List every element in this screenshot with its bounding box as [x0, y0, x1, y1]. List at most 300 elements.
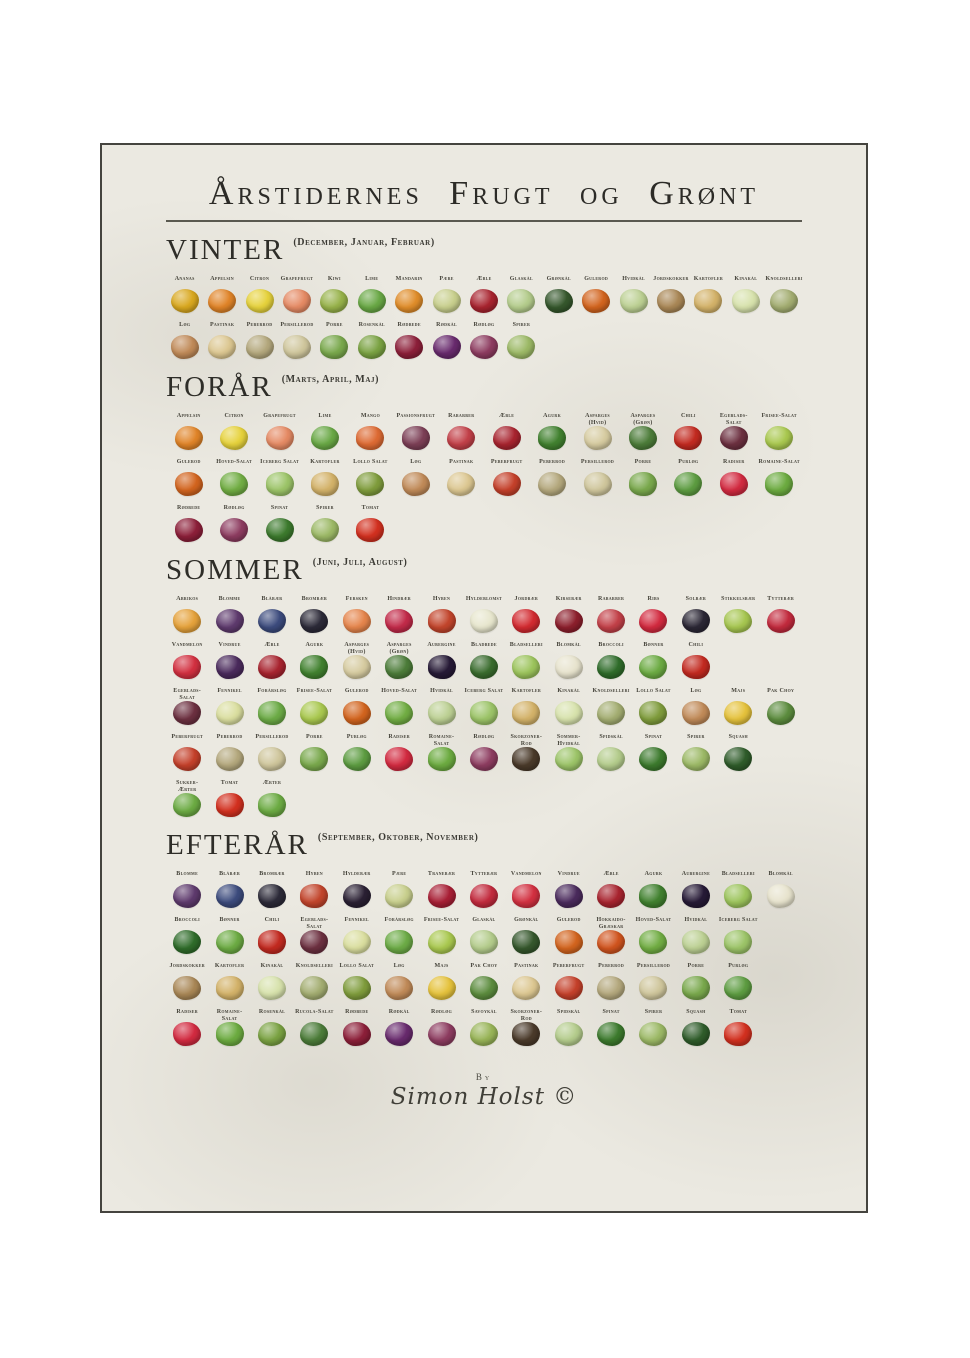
produce-illustration-icon — [512, 884, 540, 908]
produce-illustration-icon — [216, 930, 244, 954]
produce-label: Lollo Salat — [636, 688, 671, 694]
produce-label: Chili — [688, 642, 704, 648]
produce-illustration-icon — [512, 701, 540, 725]
produce-illustration-icon — [555, 884, 583, 908]
produce-illustration-icon — [639, 701, 667, 725]
produce-illustration-icon — [402, 426, 430, 450]
season-months: (September, Oktober, November) — [317, 832, 479, 843]
produce-item — [378, 596, 420, 633]
produce-label: Frisee-Salat — [761, 413, 797, 419]
produce-label: Asparges (Hvid) — [585, 413, 610, 426]
produce-illustration-icon — [639, 655, 667, 679]
produce-illustration-icon — [385, 701, 413, 725]
produce-item — [166, 642, 208, 679]
produce-label: Kirsebær — [555, 596, 582, 602]
produce-illustration-icon — [258, 930, 286, 954]
produce-illustration-icon — [597, 609, 625, 633]
produce-label: Rucola-Salat — [295, 1009, 334, 1015]
produce-item — [505, 596, 547, 633]
produce-item — [251, 963, 293, 1000]
produce-illustration-icon — [428, 1022, 456, 1046]
produce-label: Kartofler — [511, 688, 542, 694]
season-months: (Juni, Juli, August) — [312, 557, 408, 568]
produce-label: Asparges (Grøn) — [630, 413, 656, 426]
produce-illustration-icon — [493, 426, 521, 450]
produce-illustration-icon — [208, 289, 236, 313]
produce-item — [166, 322, 203, 359]
produce-label: Agurk — [543, 413, 561, 419]
produce-item — [420, 596, 462, 633]
produce-item — [717, 596, 759, 633]
season-heading — [166, 234, 802, 267]
produce-label: Porre — [325, 322, 343, 328]
produce-item — [632, 917, 674, 954]
produce-label: Grapefrugt — [263, 413, 296, 419]
produce-label: Rødløg — [431, 1009, 453, 1015]
produce-label: Squash — [728, 734, 748, 740]
produce-label: Lime — [318, 413, 332, 419]
produce-label: Porre — [634, 459, 652, 465]
produce-label: Sommer-Hvidkål — [556, 734, 581, 747]
produce-label: Knoldselleri — [295, 963, 333, 969]
produce-label: Lollo Salat — [353, 459, 388, 465]
produce-label: Persillerod — [280, 322, 314, 328]
produce-label: Blomkål — [768, 871, 793, 877]
produce-label: Persillerod — [636, 963, 671, 969]
produce-label: Pak Choy — [767, 688, 795, 694]
produce-illustration-icon — [470, 747, 498, 771]
produce-illustration-icon — [283, 289, 311, 313]
produce-label: Asparges (Hvid) — [344, 642, 370, 655]
credit — [166, 1072, 802, 1110]
produce-item — [203, 276, 240, 313]
season-heading — [166, 554, 802, 587]
produce-illustration-icon — [220, 472, 248, 496]
produce-illustration-icon — [266, 518, 294, 542]
produce-illustration-icon — [639, 609, 667, 633]
produce-label: Ananas — [174, 276, 195, 282]
produce-label: Spirer — [316, 505, 334, 511]
produce-illustration-icon — [395, 335, 423, 359]
produce-label: Romaine-Salat — [428, 734, 455, 747]
produce-illustration-icon — [356, 518, 384, 542]
produce-label: Løg — [179, 322, 191, 328]
produce-illustration-icon — [258, 747, 286, 771]
produce-label: Kartofler — [214, 963, 245, 969]
produce-label: Jordbær — [514, 596, 539, 602]
produce-item — [336, 917, 378, 954]
produce-illustration-icon — [395, 289, 423, 313]
produce-illustration-icon — [428, 930, 456, 954]
produce-item — [211, 505, 256, 542]
produce-item — [166, 459, 211, 496]
produce-item — [208, 734, 250, 771]
produce-item — [208, 963, 250, 1000]
produce-illustration-icon — [320, 335, 348, 359]
produce-item — [717, 1009, 759, 1046]
produce-illustration-icon — [216, 976, 244, 1000]
produce-item — [759, 688, 801, 725]
produce-item — [353, 276, 390, 313]
produce-label: Tomat — [220, 780, 239, 786]
produce-label: Forårsløg — [384, 917, 414, 923]
produce-illustration-icon — [385, 747, 413, 771]
poster — [102, 145, 866, 1128]
produce-label: Majs — [731, 688, 746, 694]
produce-illustration-icon — [507, 335, 535, 359]
produce-row — [166, 642, 802, 679]
produce-label: Vandmelon — [171, 642, 203, 648]
produce-item — [632, 963, 674, 1000]
produce-label: Ribs — [647, 596, 660, 602]
produce-label: Bladbede — [471, 642, 497, 648]
produce-item — [675, 688, 717, 725]
produce-label: Peberfrugt — [171, 734, 203, 740]
season-rows — [166, 596, 802, 817]
produce-item — [378, 642, 420, 679]
produce-item — [420, 963, 462, 1000]
produce-item — [652, 276, 689, 313]
produce-illustration-icon — [767, 609, 795, 633]
produce-item — [420, 871, 462, 908]
produce-label: Vandmelon — [510, 871, 542, 877]
produce-item — [336, 963, 378, 1000]
produce-item — [278, 276, 315, 313]
produce-item — [620, 459, 665, 496]
produce-item — [302, 413, 347, 450]
produce-label: Frisee-Salat — [423, 917, 460, 923]
season-rows — [166, 413, 802, 542]
produce-item — [208, 642, 250, 679]
produce-illustration-icon — [584, 472, 612, 496]
produce-label: Pære — [439, 276, 454, 282]
produce-label: Pastinak — [209, 322, 235, 328]
produce-label: Bønner — [643, 642, 664, 648]
produce-illustration-icon — [639, 1022, 667, 1046]
produce-label: Tomat — [729, 1009, 748, 1015]
season-rows — [166, 871, 802, 1046]
produce-label: Grapefrugt — [280, 276, 314, 282]
produce-label: Mango — [360, 413, 380, 419]
produce-illustration-icon — [555, 976, 583, 1000]
produce-item — [420, 917, 462, 954]
produce-illustration-icon — [507, 289, 535, 313]
produce-item — [548, 688, 590, 725]
produce-item — [278, 322, 315, 359]
produce-item — [503, 322, 540, 359]
produce-label: Appelsin — [210, 276, 234, 282]
produce-illustration-icon — [639, 930, 667, 954]
produce-label: Peberrod — [246, 322, 273, 328]
produce-label: Tranebær — [427, 871, 456, 877]
produce-item — [166, 596, 208, 633]
produce-item — [759, 596, 801, 633]
produce-item — [378, 1009, 420, 1046]
produce-label: Hoved-Salat — [635, 917, 672, 923]
produce-illustration-icon — [470, 609, 498, 633]
produce-illustration-icon — [216, 793, 244, 817]
produce-label: Abrikos — [176, 596, 199, 602]
produce-item — [756, 413, 801, 450]
produce-item — [336, 871, 378, 908]
produce-illustration-icon — [300, 655, 328, 679]
produce-item — [257, 459, 302, 496]
produce-item — [505, 917, 547, 954]
produce-item — [675, 917, 717, 954]
produce-label: Hoved-Salat — [216, 459, 252, 465]
produce-item — [251, 1009, 293, 1046]
produce-label: Kinakål — [557, 688, 581, 694]
produce-label: Hyben — [432, 596, 451, 602]
produce-item — [463, 688, 505, 725]
produce-item — [420, 688, 462, 725]
produce-illustration-icon — [584, 426, 612, 450]
produce-illustration-icon — [674, 472, 702, 496]
produce-item — [166, 917, 208, 954]
produce-item — [203, 322, 240, 359]
produce-label: Iceberg Salat — [718, 917, 758, 923]
season-name: VINTER — [166, 234, 285, 266]
produce-label: Purløg — [346, 734, 367, 740]
produce-item — [590, 1009, 632, 1046]
produce-label: Rødkål — [436, 322, 457, 328]
produce-item — [632, 596, 674, 633]
produce-label: Spidskål — [599, 734, 623, 740]
produce-label: Rødbede — [345, 1009, 369, 1015]
produce-item — [548, 917, 590, 954]
produce-label: Bønner — [219, 917, 240, 923]
credit-by-label: By — [475, 1072, 493, 1082]
produce-illustration-icon — [682, 884, 710, 908]
produce-item — [420, 734, 462, 771]
produce-item — [666, 459, 711, 496]
produce-illustration-icon — [358, 289, 386, 313]
produce-illustration-icon — [470, 655, 498, 679]
season-section — [166, 554, 802, 817]
produce-item — [666, 413, 711, 450]
produce-label: Lollo Salat — [339, 963, 375, 969]
produce-item — [378, 734, 420, 771]
produce-item — [348, 505, 393, 542]
produce-item — [484, 459, 529, 496]
produce-label: Pastinak — [514, 963, 539, 969]
produce-label: Egeblads-Salat — [173, 688, 202, 701]
produce-illustration-icon — [512, 1022, 540, 1046]
produce-item — [166, 963, 208, 1000]
produce-illustration-icon — [597, 747, 625, 771]
produce-illustration-icon — [720, 472, 748, 496]
produce-item — [759, 871, 801, 908]
produce-label: Peberfrugt — [552, 963, 585, 969]
produce-illustration-icon — [682, 655, 710, 679]
produce-illustration-icon — [216, 884, 244, 908]
produce-item — [717, 917, 759, 954]
produce-label: Solbær — [685, 596, 707, 602]
produce-illustration-icon — [682, 930, 710, 954]
produce-item — [208, 596, 250, 633]
produce-label: Skorzoner-Rod — [510, 734, 543, 747]
produce-label: Løg — [393, 963, 405, 969]
produce-item — [463, 642, 505, 679]
produce-item — [765, 276, 804, 313]
produce-illustration-icon — [555, 1022, 583, 1046]
produce-illustration-icon — [300, 884, 328, 908]
produce-illustration-icon — [266, 472, 294, 496]
produce-item — [251, 780, 293, 817]
produce-item — [302, 505, 347, 542]
produce-illustration-icon — [732, 289, 760, 313]
produce-label: Forårsløg — [257, 688, 287, 694]
produce-item — [575, 413, 620, 450]
produce-label: Grønkål — [546, 276, 571, 282]
produce-illustration-icon — [300, 701, 328, 725]
produce-item — [439, 459, 484, 496]
produce-illustration-icon — [343, 884, 371, 908]
produce-illustration-icon — [220, 426, 248, 450]
produce-illustration-icon — [682, 701, 710, 725]
produce-label: Hokkaido-Græskar — [596, 917, 626, 930]
produce-illustration-icon — [175, 426, 203, 450]
produce-label: Gulerod — [344, 688, 369, 694]
produce-label: Pære — [391, 871, 407, 877]
produce-illustration-icon — [300, 747, 328, 771]
produce-label: Chili — [264, 917, 280, 923]
produce-illustration-icon — [538, 426, 566, 450]
produce-label: Romaine-Salat — [216, 1009, 243, 1022]
produce-label: Bladselleri — [509, 642, 543, 648]
produce-illustration-icon — [597, 701, 625, 725]
produce-label: Savoykål — [471, 1009, 497, 1015]
produce-illustration-icon — [433, 289, 461, 313]
produce-label: Agurk — [644, 871, 663, 877]
produce-row — [166, 276, 802, 313]
produce-label: Hvidkål — [430, 688, 453, 694]
produce-label: Tyttebær — [767, 596, 795, 602]
produce-item — [505, 642, 547, 679]
produce-label: Vindrue — [218, 642, 241, 648]
produce-illustration-icon — [343, 1022, 371, 1046]
produce-item — [465, 276, 502, 313]
produce-item — [336, 734, 378, 771]
produce-label: Rabarber — [597, 596, 625, 602]
produce-label: Peberrod — [539, 459, 566, 465]
produce-label: Blomme — [176, 871, 199, 877]
produce-illustration-icon — [216, 655, 244, 679]
produce-illustration-icon — [538, 472, 566, 496]
produce-illustration-icon — [258, 884, 286, 908]
produce-item — [577, 276, 614, 313]
produce-illustration-icon — [171, 335, 199, 359]
produce-row — [166, 596, 802, 633]
produce-label: Citron — [224, 413, 244, 419]
produce-label: Grønkål — [514, 917, 539, 923]
produce-item — [420, 1009, 462, 1046]
produce-label: Pak Choy — [470, 963, 498, 969]
produce-illustration-icon — [311, 472, 339, 496]
produce-illustration-icon — [173, 655, 201, 679]
poster-frame — [100, 143, 868, 1213]
produce-item — [251, 734, 293, 771]
season-heading — [166, 371, 802, 404]
produce-label: Chili — [680, 413, 696, 419]
produce-item — [717, 734, 759, 771]
produce-illustration-icon — [447, 426, 475, 450]
produce-row — [166, 1009, 802, 1046]
produce-label: Peberrod — [598, 963, 625, 969]
produce-illustration-icon — [258, 793, 286, 817]
produce-item — [166, 505, 211, 542]
produce-illustration-icon — [343, 930, 371, 954]
produce-item — [590, 917, 632, 954]
produce-illustration-icon — [555, 930, 583, 954]
produce-item — [548, 596, 590, 633]
produce-item — [378, 917, 420, 954]
produce-illustration-icon — [724, 884, 752, 908]
produce-illustration-icon — [171, 289, 199, 313]
produce-illustration-icon — [385, 930, 413, 954]
produce-illustration-icon — [765, 472, 793, 496]
produce-illustration-icon — [402, 472, 430, 496]
produce-item — [711, 459, 756, 496]
produce-illustration-icon — [639, 747, 667, 771]
produce-item — [675, 596, 717, 633]
produce-illustration-icon — [173, 976, 201, 1000]
produce-item — [251, 871, 293, 908]
produce-illustration-icon — [385, 655, 413, 679]
produce-item — [505, 963, 547, 1000]
produce-label: Æble — [499, 413, 515, 419]
produce-item — [211, 459, 256, 496]
produce-illustration-icon — [173, 884, 201, 908]
produce-label: Skorzoner-Rod — [510, 1009, 543, 1022]
produce-illustration-icon — [175, 472, 203, 496]
produce-illustration-icon — [208, 335, 236, 359]
produce-item — [548, 963, 590, 1000]
produce-item — [378, 688, 420, 725]
produce-item — [393, 413, 438, 450]
produce-label: Aubergine — [681, 871, 711, 877]
produce-label: Spirer — [512, 322, 531, 328]
produce-label: Lime — [365, 276, 379, 282]
produce-illustration-icon — [385, 976, 413, 1000]
produce-item — [348, 413, 393, 450]
produce-item — [251, 917, 293, 954]
produce-item — [166, 688, 208, 725]
produce-label: Spinat — [270, 505, 289, 511]
produce-label: Peberrod — [216, 734, 243, 740]
produce-label: Spinat — [644, 734, 663, 740]
produce-illustration-icon — [385, 884, 413, 908]
produce-label: Aubergine — [427, 642, 456, 648]
produce-item — [390, 276, 427, 313]
produce-label: Gulerod — [556, 917, 581, 923]
produce-label: Persillerod — [255, 734, 289, 740]
produce-label: Kinakål — [734, 276, 758, 282]
produce-item — [251, 596, 293, 633]
produce-item — [336, 596, 378, 633]
produce-label: Brombær — [301, 596, 328, 602]
produce-illustration-icon — [493, 472, 521, 496]
produce-label: Fennikel — [344, 917, 370, 923]
produce-label: Gulerod — [584, 276, 609, 282]
season-months: (Marts, April, Maj) — [281, 374, 380, 385]
produce-label: Radiser — [722, 459, 745, 465]
produce-item — [293, 963, 335, 1000]
produce-label: Blåbær — [219, 871, 241, 877]
produce-label: Porre — [306, 734, 323, 740]
produce-label: Hoved-Salat — [381, 688, 417, 694]
produce-item — [717, 963, 759, 1000]
